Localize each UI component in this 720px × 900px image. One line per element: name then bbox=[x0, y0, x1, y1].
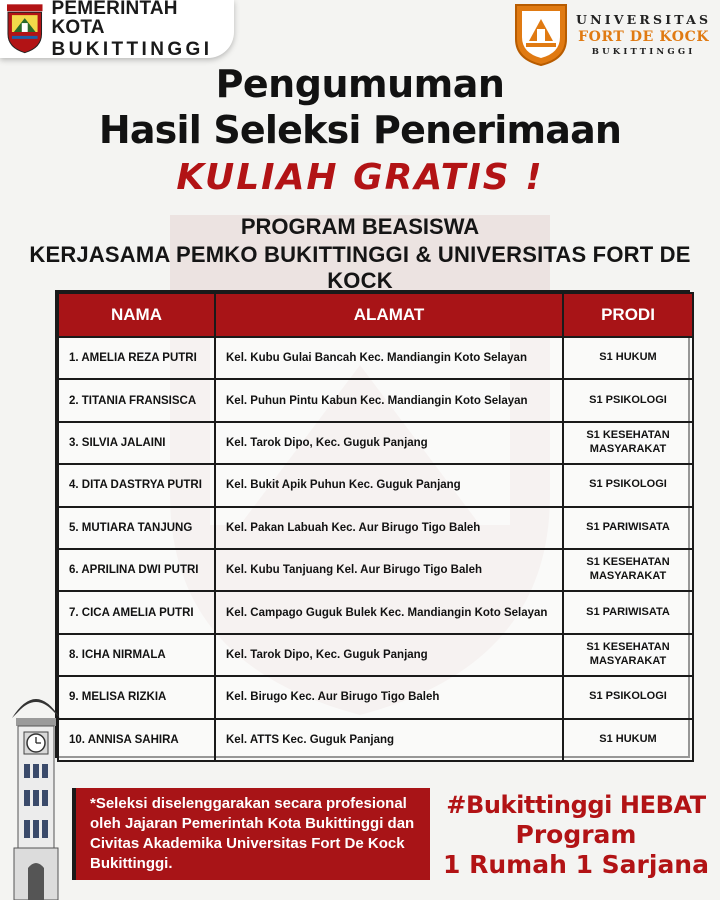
table-row bbox=[58, 549, 693, 591]
cell-nama: 3. SILVIA JALAINI bbox=[58, 422, 215, 464]
page-title: Pengumuman bbox=[215, 62, 505, 106]
pemko-name-line1: PEMERINTAH KOTA bbox=[51, 0, 178, 38]
cell-nama: 6. APRILINA DWI PUTRI bbox=[58, 549, 215, 591]
cell-nama: 7. CICA AMELIA PUTRI bbox=[58, 591, 215, 633]
table-row bbox=[58, 591, 693, 633]
column-header-alamat: ALAMAT bbox=[215, 293, 563, 337]
cell-alamat: Kel. Campago Guguk Bulek Kec. Mandiangin Koto Selayan bbox=[215, 591, 563, 633]
cell-prodi: S1 HUKUM bbox=[563, 719, 693, 761]
cell-prodi: S1 KESEHATAN MASYARAKAT bbox=[563, 422, 693, 464]
hashtag-text: #Bukittinggi HEBAT bbox=[446, 791, 706, 819]
university-city: BUKITTINGGI bbox=[591, 46, 696, 57]
headline-kuliah-gratis: KULIAH GRATIS ! bbox=[176, 157, 544, 198]
pemko-name-line2: BUKITTINGGI bbox=[51, 39, 213, 60]
cell-prodi: S1 KESEHATAN MASYARAKAT bbox=[563, 549, 693, 591]
selection-note-text: *Seleksi diselenggarakan secara profesional oleh Jajaran Pemerintah Kota Bukittinggi dan Civitas Akademika Universitas Fort De Kock Bukittinggi. bbox=[90, 795, 415, 872]
cell-nama: 5. MUTIARA TANJUNG bbox=[58, 507, 215, 549]
table-row bbox=[58, 719, 693, 761]
table-row bbox=[58, 634, 693, 676]
cell-alamat: Kel. Pakan Labuah Kec. Aur Birugo Tigo Baleh bbox=[215, 507, 563, 549]
cell-prodi: S1 PARIWISATA bbox=[563, 507, 693, 549]
table-row bbox=[58, 676, 693, 718]
cell-alamat: Kel. Bukit Apik Puhun Kec. Guguk Panjang bbox=[215, 464, 563, 506]
cell-alamat: Kel. Puhun Pintu Kabun Kec. Mandiangin Koto Selayan bbox=[215, 379, 563, 421]
table-row bbox=[58, 464, 693, 506]
cell-alamat: Kel. Birugo Kec. Aur Birugo Tigo Baleh bbox=[215, 676, 563, 718]
program-label: Program bbox=[515, 820, 637, 849]
cell-prodi: S1 PSIKOLOGI bbox=[563, 676, 693, 718]
column-header-nama: NAMA bbox=[58, 293, 215, 337]
cell-prodi: S1 HUKUM bbox=[563, 337, 693, 379]
cell-nama: 10. ANNISA SAHIRA bbox=[58, 719, 215, 761]
cell-prodi: S1 PARIWISATA bbox=[563, 591, 693, 633]
program-title: PROGRAM BEASISWA bbox=[240, 214, 480, 239]
table-header-row bbox=[58, 293, 693, 337]
cell-nama: 2. TITANIA FRANSISCA bbox=[58, 379, 215, 421]
university-name: FORT DE KOCK bbox=[578, 28, 710, 45]
cell-prodi: S1 KESEHATAN MASYARAKAT bbox=[563, 634, 693, 676]
cell-alamat: Kel. ATTS Kec. Guguk Panjang bbox=[215, 719, 563, 761]
cell-nama: 9. MELISA RIZKIA bbox=[58, 676, 215, 718]
table-row bbox=[58, 422, 693, 464]
cell-nama: 1. AMELIA REZA PUTRI bbox=[58, 337, 215, 379]
cell-nama: 4. DITA DASTRYA PUTRI bbox=[58, 464, 215, 506]
cell-nama: 8. ICHA NIRMALA bbox=[58, 634, 215, 676]
pemko-header bbox=[0, 0, 234, 58]
page-subtitle: Hasil Seleksi Penerimaan bbox=[98, 108, 622, 152]
university-label: UNIVERSITAS bbox=[576, 11, 712, 27]
campaign-slogan bbox=[438, 790, 714, 880]
slogan-text: 1 Rumah 1 Sarjana bbox=[443, 850, 709, 879]
cell-alamat: Kel. Tarok Dipo, Kec. Guguk Panjang bbox=[215, 634, 563, 676]
cell-alamat: Kel. Tarok Dipo, Kec. Guguk Panjang bbox=[215, 422, 563, 464]
bukittinggi-crest-icon bbox=[6, 4, 44, 54]
university-header bbox=[512, 0, 717, 68]
selection-note bbox=[72, 788, 430, 880]
table-row bbox=[58, 337, 693, 379]
clock-tower-icon bbox=[8, 678, 64, 900]
cell-alamat: Kel. Kubu Gulai Bancah Kec. Mandiangin Koto Selayan bbox=[215, 337, 563, 379]
university-shield-icon bbox=[512, 1, 570, 67]
program-partnership: KERJASAMA PEMKO BUKITTINGGI & UNIVERSITAS FORT DE KOCK bbox=[29, 242, 691, 293]
column-header-prodi: PRODI bbox=[563, 293, 693, 337]
cell-alamat: Kel. Kubu Tanjuang Kel. Aur Birugo Tigo Baleh bbox=[215, 549, 563, 591]
table-row bbox=[58, 507, 693, 549]
results-table bbox=[55, 290, 690, 758]
cell-prodi: S1 PSIKOLOGI bbox=[563, 464, 693, 506]
table-row bbox=[58, 379, 693, 421]
cell-prodi: S1 PSIKOLOGI bbox=[563, 379, 693, 421]
